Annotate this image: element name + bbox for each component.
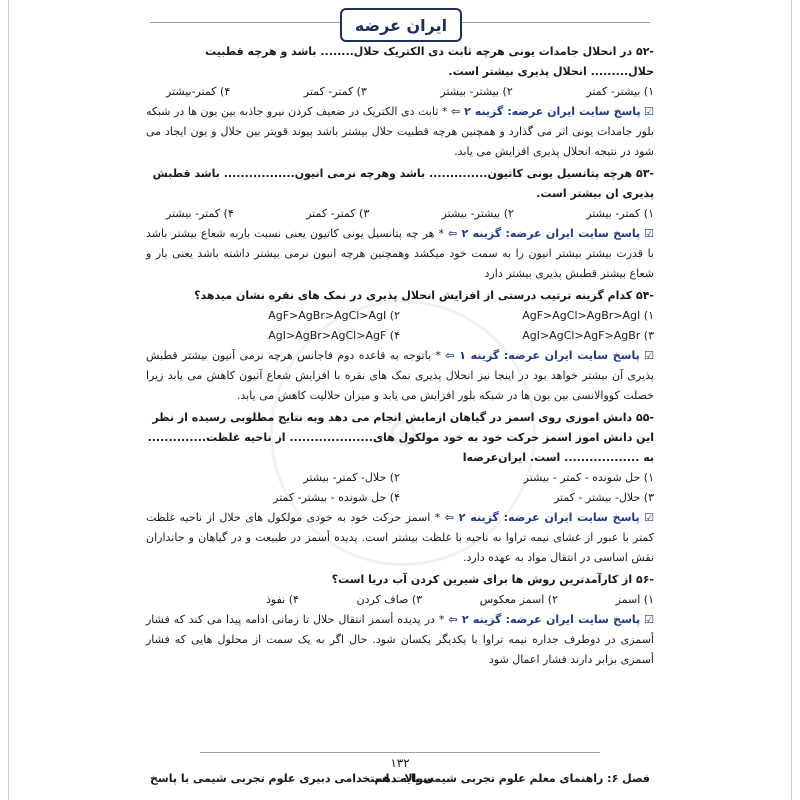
main-content bbox=[146, 40, 654, 670]
option: ۳) AgI>AgCl>AgF>AgBr bbox=[522, 329, 654, 342]
question-52: -۵۲ در انحلال جامدات یونی هرچه ثابت دی الکتریک حلال........ باشد و هرچه قطبیت حلال......... انحلال پذیری بیشتر است. bbox=[205, 45, 654, 78]
checkbox-icon: ☑ bbox=[644, 227, 655, 240]
option: ۴) AgI>AgBr>AgCl>AgF bbox=[268, 329, 400, 342]
checkbox-icon: ☑ bbox=[644, 613, 654, 626]
options-52 bbox=[146, 82, 654, 102]
checkbox-icon: ☑ bbox=[644, 349, 655, 362]
option: ۳) حلال- بیشتر - کمتر bbox=[553, 491, 654, 504]
watermark: ⊙ bbox=[218, 248, 588, 618]
option: ۲) AgF>AgBr>AgCl>AgI bbox=[268, 309, 400, 322]
option: ۱) AgF>AgCl>AgBr>AgI bbox=[522, 309, 654, 322]
option: ۲) اسمز معکوس bbox=[479, 593, 558, 606]
option: ۱) اسمز bbox=[615, 593, 654, 606]
brand-logo: ایران عرضه bbox=[340, 8, 462, 42]
options-54 bbox=[146, 306, 654, 346]
answer-55 bbox=[146, 508, 654, 568]
answer-text: * باتوجه به قاعده دوم فاجانس هرچه نرمی آنیون بیشتر قطبش پذیری آن بیشتر خواهد بود در اینجا نیز انحلال پذیری نمک های نقره با افزایش شعاع آنیون کاهش می یابد زیرا خصلت کووالانسی بین یون ها در شبکه بلور افزایش می یابد و میزان حلالیت کاهش می یابد. bbox=[146, 349, 654, 402]
question-53: -۵۳ هرچه پتانسیل یونی کاتیون.............. باشد وهرچه نرمی انیون................. باشد قطبش پذیری ان بیشتر است. bbox=[152, 167, 654, 200]
option: ۴) کمتر-بیشتر bbox=[166, 85, 231, 98]
page-number: ۱۳۲ bbox=[390, 756, 410, 770]
option: ۳) صاف کردن bbox=[356, 593, 423, 606]
option: ۴) نفوذ bbox=[266, 593, 299, 606]
answer-53 bbox=[146, 224, 654, 284]
answer-text: * اسمز حرکت خود به خودی مولکول های حلال از ناحیه غلظت کمتر با عبور از غشای نیمه تراوا به ناحیه با غلظت بیشتر است. پدیده أسمز در طبیعت و در گیاهان و جانداران نقش اساسی در انتقال مواد به عهده دارد. bbox=[146, 511, 654, 564]
question-55: -۵۵ دانش اموزی روی اسمز در گیاهان ازمایش انجام می دهد وبه نتایج مطلوبی رسیده از نظر این دانش اموز اسمز حرکت خود به خود مولکول های.................... از ناحیه غلظت.............. به .................. است. ایران‌عرضه‌ا bbox=[147, 411, 654, 464]
answer-label: پاسخ سایت ایران عرضه: گزینه ۲ ⇦ bbox=[451, 105, 641, 118]
option: ۴) حل شونده - بیشتر- کمتر bbox=[273, 491, 400, 504]
answer-54 bbox=[146, 346, 654, 406]
option: ۲) بیشتر- بیشتر bbox=[440, 85, 513, 98]
checkbox-icon: ☑ bbox=[644, 511, 655, 524]
option: ۳) کمتر- کمتر bbox=[303, 85, 367, 98]
question-56: -۵۶ از کارآمدترین روش ها برای شیرین کردن آب دریا است؟ bbox=[331, 573, 654, 586]
option: ۱) حل شونده - کمتر - بیشتر bbox=[523, 471, 654, 484]
footer-chapter-title: فصل ۶: راهنمای معلم علوم تجربی شیمی پایه دهم bbox=[374, 772, 650, 785]
answer-label: پاسخ سایت ایران عرضه: گزینه ۲ ⇦ bbox=[448, 613, 641, 626]
option: ۱) بیشتر- کمتر bbox=[586, 85, 654, 98]
answer-text: * در پدیده أسمز انتقال حلال تا زمانی ادامه پیدا می کند که فشار أسمزی در دوطرف جداره نیمه تراوا با یکدیگر یکسان شود. حال اگر به یک سمت از محلول هایی که فشار أسمزی برابر دارند فشار اعمال شود bbox=[146, 613, 654, 666]
answer-text: * ثابت دی الکتریک در ضعیف کردن نیرو جاذبه بین یون ها در شبکه بلور جامدات یونی اثر می گذارد و همچنین هرچه قطبیت حلال بیشتر باشد پیوند قویتر بین حلال و یون ایجاد می شود در نتیجه انحلال پذیری افزایش می یابد. bbox=[146, 105, 654, 158]
checkbox-icon: ☑ bbox=[644, 105, 655, 118]
page-border-right bbox=[791, 0, 792, 800]
answer-56 bbox=[146, 610, 654, 670]
options-53 bbox=[146, 204, 654, 224]
options-56 bbox=[146, 590, 654, 610]
question-54: -۵۴ کدام گزینه ترتیب درستی از افزایش انحلال پذیری در نمک های نقره نشان میدهد؟ bbox=[194, 289, 654, 302]
footer-rule bbox=[200, 752, 600, 753]
answer-label: پاسخ سایت ایران عرضه: گزینه ۲ ⇦ bbox=[447, 227, 641, 240]
footer-book-title: سوالات استخدامی دبیری علوم تجربی شیمی با پاسخ bbox=[150, 772, 434, 785]
option: ۲) حلال- کمتر- بیشتر bbox=[303, 471, 400, 484]
answer-52 bbox=[146, 102, 654, 162]
option: ۲) بیشتر- بیشتر bbox=[441, 207, 514, 220]
answer-label: پاسخ سایت ایران عرضه: گزینه ۱ ⇦ bbox=[445, 349, 640, 362]
option: ۳) کمتر- کمتر bbox=[306, 207, 370, 220]
option: ۱) کمتر- بیشتر bbox=[586, 207, 654, 220]
answer-label: پاسخ سایت ایران عرضه: گزینه ۲ ⇦ bbox=[444, 511, 640, 524]
answer-text: * هر چه پتانسیل یونی کاتیون یعنی نسبت باربه شعاع بیشتر باشد با قدرت بیشتر بیشتر انیون را به سمت خود میکشد وهمچنین هرچه انیون نرمی بیشتر داشته باشد یعنی بار و شعاع بیشتر قطبش پذیری بیشتر دارد bbox=[146, 227, 654, 280]
option: ۴) کمتر- بیشتر bbox=[166, 207, 234, 220]
page-border-left bbox=[8, 0, 9, 800]
options-55 bbox=[146, 468, 654, 508]
